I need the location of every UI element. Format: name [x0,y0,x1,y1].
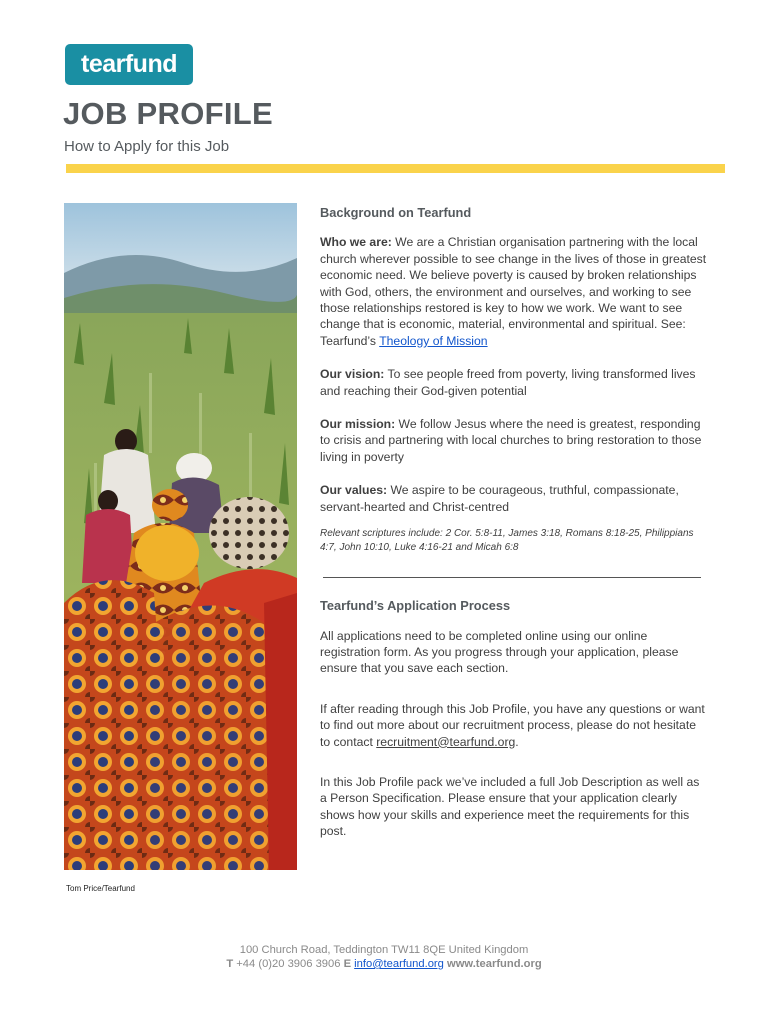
our-mission-label: Our mission: [320,417,396,432]
footer-address: 100 Church Road, Teddington TW11 8QE United Kingdom [239,944,529,956]
who-we-are-text: We are a Christian organisation partnering with the local church wherever possible to see change in the lives of those in greatest economic need. We believe poverty is caused by broken relationships with God, others, the environment and ourselves, and working to see those relationships restored is key to how we work. We want to see change that is economic, material, environmental and spiritual. See: Tearfund’s [320,235,707,348]
photo-credit: Tom Price/Tearfund [66,884,135,893]
application-process-heading: Tearfund’s Application Process [320,598,511,614]
footer-contact [0,958,768,970]
our-values-paragraph [320,482,708,515]
contact-text-end: . [515,734,519,749]
tearfund-logo [65,44,193,85]
our-vision-paragraph [320,366,708,399]
application-online-paragraph: All applications need to be completed online using our online registration form. As you progress through your application, please ensure that you save each section. [320,628,679,676]
our-values-label: Our values: [320,483,388,498]
our-mission-text: We follow Jesus where the need is greatest, responding to crisis and partnering with local churches to bring restoration to those living in poverty [320,417,702,464]
section-divider [323,577,701,578]
yellow-divider-bar [66,164,725,173]
footer-email-label: E [343,958,352,970]
our-values-text: We aspire to be courageous, truthful, compassionate, servant-hearted and Christ-centred [320,483,679,514]
recruitment-email-link[interactable]: recruitment@tearfund.org [376,734,516,749]
people-walking-photo [64,203,297,870]
footer-website[interactable]: www.tearfund.org [447,958,542,970]
footer-phone-label: T [226,958,234,970]
who-we-are-paragraph [320,234,708,349]
page-title: JOB PROFILE [63,96,273,131]
job-profile-pack-paragraph: In this Job Profile pack we’ve included a full Job Description as well as a Person Specification. Please ensure that your application clearly shows how your skills and experience meet the requirements for this post. [320,774,700,839]
background-heading: Background on Tearfund [320,205,472,220]
main-content [320,205,708,857]
our-vision-label: Our vision: [320,367,385,382]
logo-text: tearfund [81,50,177,78]
footer-phone: +44 (0)20 3906 3906 [233,958,344,970]
page-subtitle: How to Apply for this Job [64,138,230,155]
scriptures-note: Relevant scriptures include: 2 Cor. 5:8-11, James 3:18, Romans 8:18-25, Philippians 4:7, John 10:10, Luke 4:16-21 and Micah 6:8 [320,528,694,553]
footer-email-link[interactable]: info@tearfund.org [354,958,444,970]
our-mission-paragraph [320,416,708,465]
our-vision-text: To see people freed from poverty, living transformed lives and reaching their God-given potential [320,367,696,398]
photo-illustration [64,203,297,870]
contact-text: If after reading through this Job Profile, you have any questions or want to find out more about our recruitment process, please do not hesitate to contact [320,701,705,749]
theology-of-mission-link[interactable]: Theology of Mission [379,333,488,348]
who-we-are-label: Who we are: [320,235,392,250]
contact-paragraph [320,701,708,750]
